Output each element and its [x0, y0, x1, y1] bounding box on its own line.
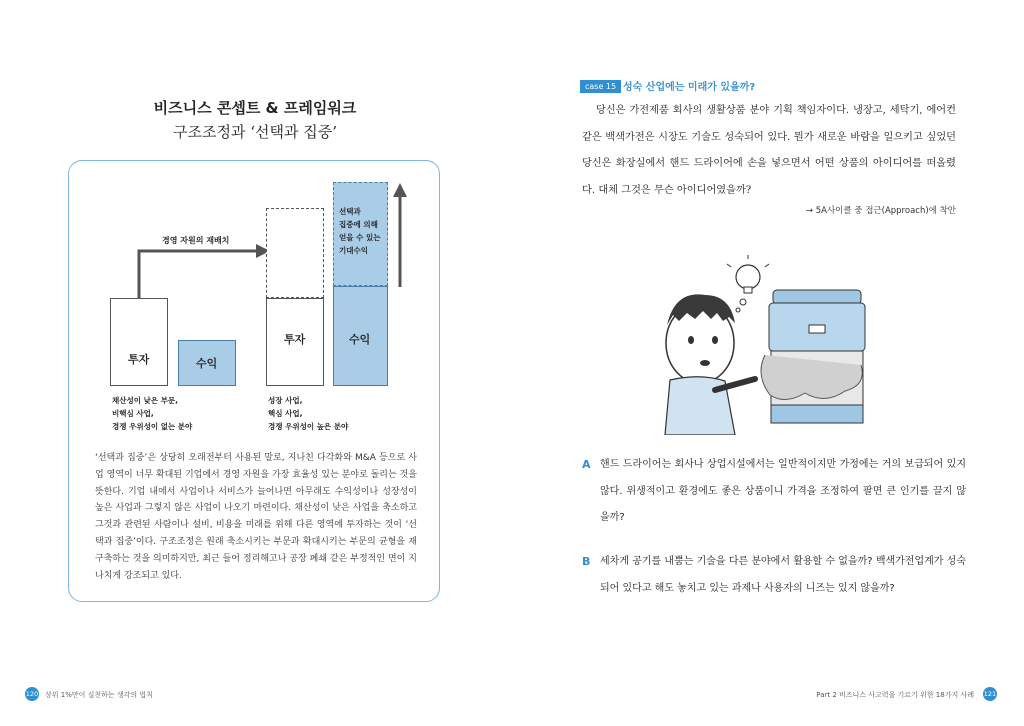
after-invest-dashed	[266, 208, 324, 298]
framework-diagram	[80, 170, 430, 440]
case-reference: → 5A사이클 중 접근(Approach)에 착안	[805, 206, 956, 216]
footer-book-title: 상위 1%만이 실천하는 생각의 법칙	[45, 691, 153, 699]
after-return-label: 수익	[349, 333, 371, 346]
page-number-right: 121	[983, 687, 997, 701]
footer-part-title: Part 2 비즈니스 사고력을 기르기 위한 18가지 사례	[816, 691, 974, 699]
page-title: 비즈니스 콘셉트 & 프레임워크	[153, 99, 357, 117]
after-return-bar	[333, 286, 388, 386]
before-return-bar	[178, 340, 236, 386]
after-caption: 성장 사업, 핵심 사업, 경쟁 우위성이 높은 분야	[268, 396, 349, 431]
case-question: 당신은 가전제품 회사의 생활상품 분야 기획 책임자이다. 냉장고, 세탁기, 에어컨 같은 백색가전은 시장도 기술도 성숙되어 있다. 뭔가 새로운 바람을 일으키고 싶었던 당신은 화장실에서 핸드 드라이어에 손을 넣으면서 어떤 상품의 아이디어를 떠올렸다. 대체 그것은 무슨 아이디어였을까?	[582, 105, 956, 196]
page-number-left: 120	[25, 687, 39, 701]
reallocation-label: 경영 자원의 재배치	[162, 236, 230, 245]
expected-return-bar	[333, 182, 388, 286]
answer-b-letter: B	[582, 555, 591, 568]
case-title: 성숙 산업에는 미래가 있을까?	[623, 82, 756, 93]
before-invest-label: 투자	[128, 353, 150, 366]
page-subtitle: 구조조정과 ‘선택과 집중’	[173, 123, 337, 141]
answer-b-text: 세차게 공기를 내뿜는 기술을 다른 분야에서 활용할 수 없을까? 백색가전업계가 성숙되어 있다고 해도 놓치고 있는 과제나 사용자의 니즈는 있지 않을까?	[600, 556, 966, 594]
case-badge: case 15	[580, 80, 621, 93]
answer-a-letter: A	[582, 458, 591, 471]
hand-dryer-illustration	[645, 255, 885, 435]
answer-a-text: 핸드 드라이어는 회사나 상업시설에서는 일반적이지만 가정에는 거의 보급되어 있지 않다. 위생적이고 환경에도 좋은 상품이니 가격을 조정하여 팔면 큰 인기를 끌지 않을까?	[600, 459, 966, 523]
framework-description: ‘선택과 집중’은 상당히 오래전부터 사용된 말로, 지나친 다각화와 M&A 등으로 사업 영역이 너무 확대된 기업에서 경영 자원을 가장 효율성 있는 분야로 돌리는 것을 뜻한다. 기업 내에서 사업이나 서비스가 늘어나면 아무래도 수익성이나 성장성이 높은 사업과 그렇지 않은 사업이 나오기 마련이다. 채산성이 낮은 사업을 축소하고 그것과 관련된 사람이나 설비, 비용을 미래를 위해 다른 영역에 투자하는 것이 ‘선택과 집중’이다. 구조조정은 원래 축소시키는 부문과 확대시키는 부문의 균형을 재구축하는 것을 의미하지만, 최근 들어 정리해고나 공장 폐쇄 같은 부정적인 면이 지나치게 강조되고 있다.	[95, 453, 417, 581]
after-invest-bar	[266, 298, 324, 386]
before-caption: 채산성이 낮은 부문, 비핵심 사업, 경쟁 우위성이 없는 분야	[112, 396, 193, 431]
expected-return-label: 선택과 집중에 의해 얻을 수 있는 기대수익	[339, 207, 381, 255]
before-return-label: 수익	[196, 357, 218, 370]
before-invest-bar	[110, 298, 168, 386]
lightbulb-icon	[736, 265, 760, 289]
after-invest-label: 투자	[284, 333, 306, 346]
